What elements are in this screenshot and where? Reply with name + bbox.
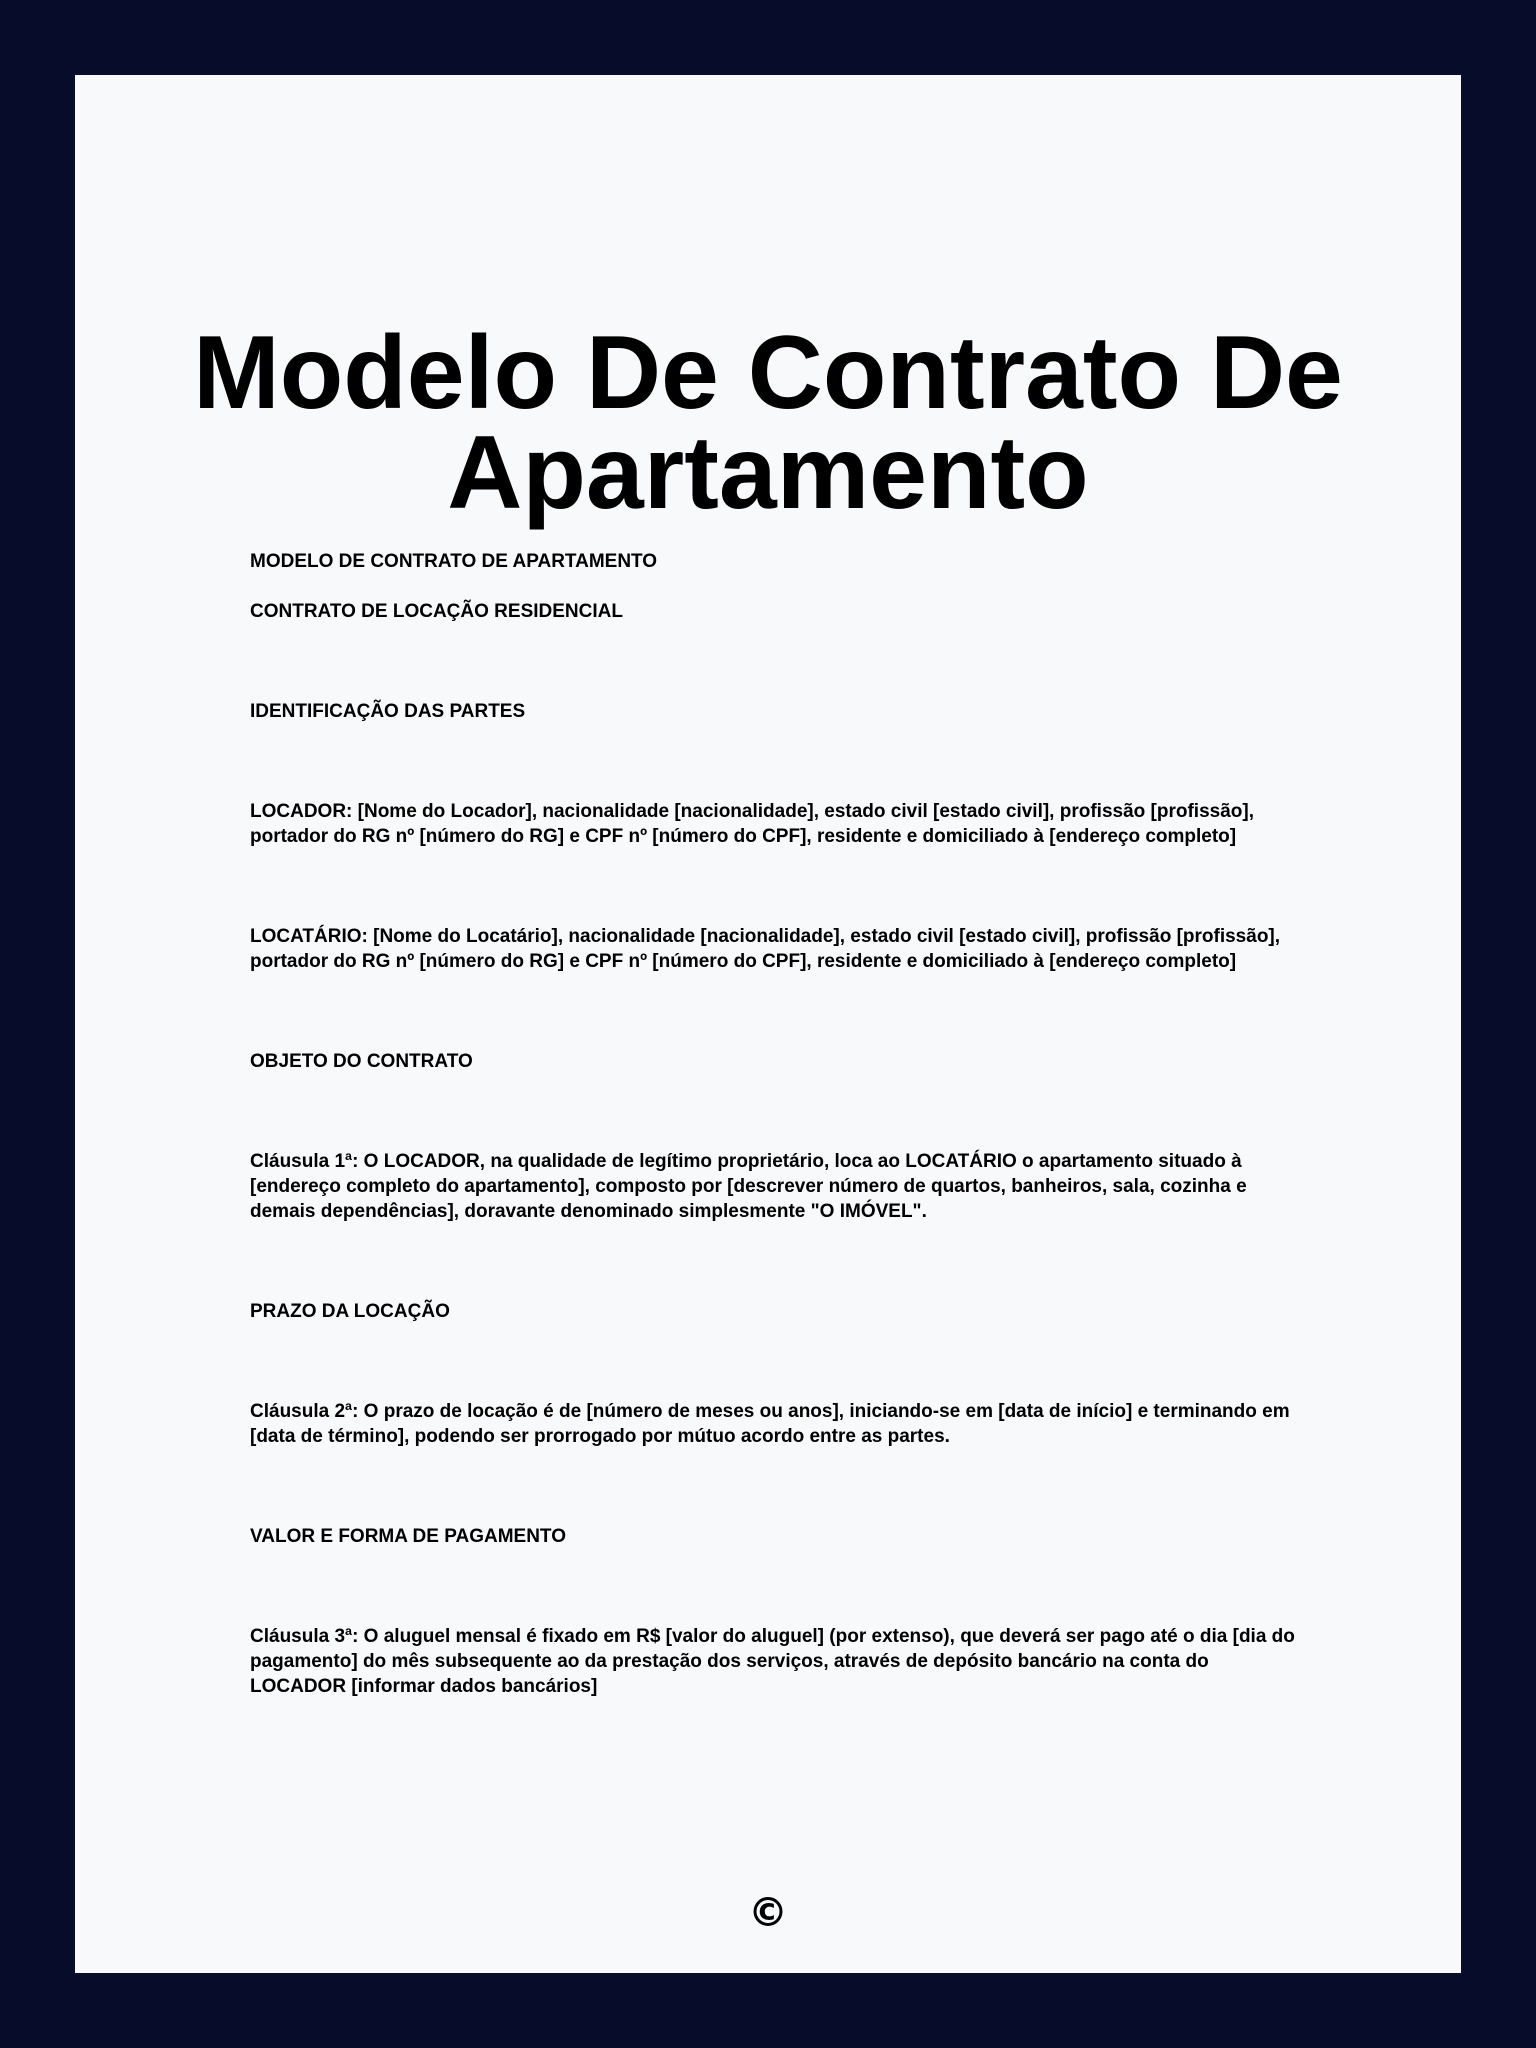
doc-heading: MODELO DE CONTRATO DE APARTAMENTO	[250, 551, 658, 572]
section-heading-term: PRAZO DA LOCAÇÃO	[250, 1301, 450, 1322]
clause-2-paragraph: Cláusula 2ª: O prazo de locação é de [número de meses ou anos], iniciando-se em [data de início] e terminando em [data de término], podendo ser prorrogado por mútuo acordo entre as partes.	[250, 1401, 1290, 1447]
section-heading-parties: IDENTIFICAÇÃO DAS PARTES	[250, 701, 526, 722]
clause-1-paragraph: Cláusula 1ª: O LOCADOR, na qualidade de legítimo proprietário, loca ao LOCATÁRIO o apartamento situado à [endereço completo do apartamento], composto por [descrever número de quartos, banheiros, sala, cozinha e demais dependências], doravante denominado simplesmente "O IMÓVEL".	[250, 1151, 1247, 1222]
landlord-paragraph: LOCADOR: [Nome do Locador], nacionalidade [nacionalidade], estado civil [estado civil], profissão [profissão], portador do RG nº [número do RG] e CPF nº [número do CPF], residente e domiciliado à [endereço completo]	[250, 801, 1254, 847]
copyright-icon: ©	[748, 1890, 788, 1936]
document-body	[250, 549, 1300, 1699]
section-heading-object: OBJETO DO CONTRATO	[250, 1051, 473, 1072]
document-title: Modelo De Contrato De Apartamento	[193, 315, 1343, 531]
section-heading-payment: VALOR E FORMA DE PAGAMENTO	[250, 1526, 566, 1547]
document-page	[75, 75, 1461, 1973]
tenant-paragraph: LOCATÁRIO: [Nome do Locatário], nacionalidade [nacionalidade], estado civil [estado civil], profissão [profissão], portador do RG nº [número do RG] e CPF nº [número do CPF], residente e domiciliado à [endereço completo]	[250, 926, 1281, 972]
contract-type-heading: CONTRATO DE LOCAÇÃO RESIDENCIAL	[250, 601, 623, 622]
clause-3-paragraph: Cláusula 3ª: O aluguel mensal é fixado em R$ [valor do aluguel] (por extenso), que deverá ser pago até o dia [dia do pagamento] do mês subsequente ao da prestação dos serviços, através de depósito bancário na conta do LOCADOR [informar dados bancários]	[250, 1626, 1295, 1697]
